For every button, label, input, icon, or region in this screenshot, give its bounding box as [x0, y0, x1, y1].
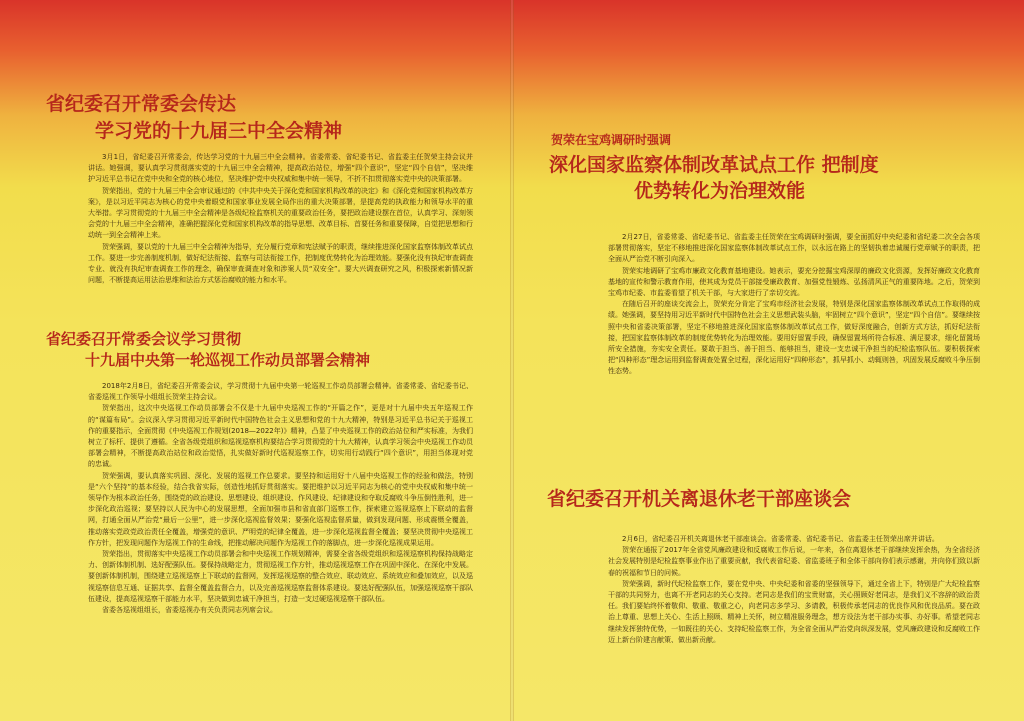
article3-paragraph: 在随后召开的座谈交流会上，贺荣充分肯定了宝鸡市经济社会发展，特别是深化国家监察体制改革试点工作取得的成绩。她强调，要坚持用习近平新时代中国特色社会主义思想武装头脑，牢固树立“四个意识”，坚定“四个自信”。要继续按照中央和省委决策部署，坚定不移地推进深化国家监察体制改革试点工作，做好深度融合，创新方式方法，抓好纪法衔接，把国家监察体制改革的制度优势转化为治理效能。要用好留置手段，确保留置场所符合标准、满足要求，细化留置场所安全措施，夯实安全责任。要敢于担当、善于担当、能够担当，建设一支忠诚干净担当的纪检监察队伍。要积极探索把“四种形态”理念运用到监督调查处置全过程，深化运用好“四种形态”，抓早抓小、动辄则咎，巩固发展反腐败斗争压倒性态势。 — [608, 300, 980, 376]
article3-title-line1: 深化国家监察体制改革试点工作 把制度 — [549, 154, 879, 176]
article4-paragraph: 贺荣在通报了2017年全省党风廉政建设和反腐败工作后说，一年来，各位离退休老干部继续发挥余热，为全省经济社会发展特别是纪检监察事业作出了重要贡献，我代表省纪委、省监委班子和全体干部向你们表示感谢，并向你们致以新春的祝福和节日的问候。 — [608, 546, 980, 577]
article3-paragraph: 贺荣实地调研了宝鸡市廉政文化教育基地建设。她表示，要充分挖掘宝鸡深厚的廉政文化资源，发挥好廉政文化教育基地的宣传和警示教育作用，使其成为党员干部接受廉政教育、加强党性锻炼、弘扬清风正气的重要阵地。之后，贺荣到宝鸡市纪委、市监委看望了机关干部，与大家进行了亲切交流。 — [608, 266, 980, 298]
article3-body — [608, 232, 980, 397]
article3-kicker: 贺荣在宝鸡调研时强调 — [551, 133, 672, 147]
article2-title-line1: 省纪委召开常委会议学习贯彻 — [46, 330, 242, 348]
article2-paragraph: 2018年2月8日，省纪委召开常委会议，学习贯彻十九届中央第一轮巡视工作动员部署会精神。省委常委、省纪委书记、省委巡视工作领导小组组长贺荣主持会议。 — [88, 382, 473, 402]
article2-paragraph: 贺荣强调，要认真落实巩固、深化、发展的巡视工作总要求。要坚持和运用好十八届中央巡视工作的经验和做法，特别是“六个坚持”的基本经验，结合我省实际，创造性地抓好贯彻落实。要把维护以习近平同志为核心的党中央权威和集中统一领导作为根本政治任务，围绕党的政治建设、思想建设、组织建设、作风建设、纪律建设和夺取反腐败斗争压倒性胜利，进一步深化政治巡视；要坚持以人民为中心的发展思想，全面加强市县和省直部门巡察工作，探索建立巡视巡察上下联动的监督网，打通全面从严治党“最后一公里”，进一步深化巡视监督效果；要强化巡视监督质量，做到发现问题、形成震慑全覆盖，推动落实党政党政治责任全覆盖，增强党的意识、严明党的纪律全覆盖，进一步深化巡视监督全覆盖；要坚决贯彻中央巡视工作方针，把发现问题作为巡视工作的生命线，把推动解决问题作为巡视工作的落脚点，进一步深化巡视成果运用。 — [88, 471, 473, 547]
article2-title-line2: 十九届中央第一轮巡视工作动员部署会精神 — [85, 351, 371, 369]
article2-paragraph: 贺荣指出，这次中央巡视工作动员部署会不仅是十九届中央巡视工作的“开篇之作”，更是对十九届中央五年巡视工作的“谋篇布局”。会议深入学习贯彻习近平新时代中国特色社会主义思想和党的十九大精神，特别是习近平总书记关于巡视工作的重要指示，全面贯彻《中央巡视工作规划(2018—2022年)》精神，凸显了中央巡视工作的政治站位和严实标准，为我们树立了标杆、提供了遵循。全省各级党组织和巡视巡察机构要结合学习贯彻党的十九大精神，认真学习领会中央巡视工作动员部署会精神，不断提高政治站位和政治觉悟，扎实做好新时代巡视巡察工作，切实用行动践行“四个意识”，用担当体现对党的忠诚。 — [88, 404, 473, 469]
article2-body — [88, 381, 473, 666]
article4-title: 省纪委召开机关离退休老干部座谈会 — [547, 488, 852, 510]
article1-title-line2: 学习党的十九届三中全会精神 — [95, 120, 343, 142]
article4-paragraph: 2月6日，省纪委召开机关离退休老干部座谈会。省委常委、省纪委书记、省监委主任贺荣出席并讲话。 — [622, 535, 939, 543]
article2-paragraph: 贺荣指出，贯彻落实中央巡视工作动员部署会和中央巡视工作规划精神，需要全省各级党组织和巡视巡察机构保持战略定力、创新体制机制、选好配强队伍。要保持战略定力，贯彻巡视工作方针，推动巡视巡察工作在巩固中深化、在深化中发展。要创新体制机制，围绕建立巡视巡察上下联动的监督网，发挥巡视巡察的整合效应、联动效应、系统效应和叠加效应，以及巡视巡察信息互通、证据共享、监督全覆盖监督合力，以及完善巡视巡察监督体系建设。要选好配强队伍，加强巡视巡察干部队伍建设，提高巡视巡察干部能力水平，坚决做到忠诚干净担当，打造一支过硬巡视巡察干部队伍。 — [88, 550, 473, 603]
article4-body — [608, 534, 980, 666]
article4-paragraph: 贺荣强调，新时代纪检监察工作，要在党中央、中央纪委和省委的坚强领导下，通过全省上下，特别是广大纪检监察干部的共同努力，也离不开老同志的关心支持。老同志是我们的宝贵财富，关心照顾好老同志，是我们义不容辞的政治责任。我们要始终怀着敬仰、敬重、敬重之心，向老同志多学习、多请教，积极传承老同志的优良作风和优良品质。要在政治上尊重、思想上关心、生活上照顾、精神上关怀，树立精准服务理念，想方设法为老干部办实事、办好事。希望老同志继续发挥独特优势，一如既往的关心、支持纪检监察工作，为全省全面从严治党向纵深发展，党风廉政建设和反腐败工作迈上新台阶建言献策、做出新贡献。 — [608, 579, 980, 644]
article1-paragraph: 贺荣强调，要以党的十九届三中全会精神为指导，充分履行党章和宪法赋予的职责，继续推进深化国家监察体制改革试点工作。要进一步完善制度机制，做好纪法衔接、监察与司法衔接工作，把制度优势转化为治理效能。要强化没有执纪审查调查专业、就没有执纪审查调查工作的理念，确保审查调查对象和涉案人员“双安全”。要大兴调查研究之风，积极探索新情况新问题，不断提高运用法治思维和法治方式惩治腐败的能力和水平。 — [88, 242, 473, 285]
article1-paragraph: 贺荣指出，党的十九届三中全会审议通过的《中共中央关于深化党和国家机构改革的决定》和《深化党和国家机构改革方案》，是以习近平同志为核心的党中央着眼党和国家事业发展全局作出的重大决策部署，是提高党的执政能力和领导水平的重大举措。学习贯彻党的十九届三中全会精神是各级纪检监察机关的重要政治任务，要把政治建设摆在首位，认真学习、深刻领会党的十九届三中全会精神，准确把握深化党和国家机构改革的指导思想、改革目标、首要任务和重要保障，自觉把思想和行动统一到全会精神上来。 — [88, 186, 473, 240]
article1-body — [88, 152, 473, 312]
right-page — [514, 0, 1024, 721]
article3-title-line2: 优势转化为治理效能 — [634, 180, 806, 202]
article2-paragraph: 省委各巡视组组长，省委巡视办有关负责同志列席会议。 — [102, 606, 277, 615]
left-page — [0, 0, 510, 721]
article3-paragraph: 2月27日，省委常委、省纪委书记、省监委主任贺荣在宝鸡调研时强调，要全面抓好中央纪委和省纪委二次全会各项部署贯彻落实，坚定不移地推进深化国家监察体制改革试点工作，以永远在路上的坚韧执着忠诚履行党章赋予的职责，把全面从严治党不断引向深入。 — [608, 233, 980, 264]
article1-paragraph: 3月1日，省纪委召开常委会，传达学习党的十九届三中全会精神。省委常委、省纪委书记、省监委主任贺荣主持会议并讲话。她强调，要认真学习贯彻落实党的十九届三中全会精神，提高政治站位，增强“四个意识”，坚定“四个自信”，坚决维护习近平总书记在党中央和全党的核心地位，坚决维护党中央权威和集中统一领导，不折不扣贯彻落实党中央的决策部署。 — [88, 153, 473, 184]
article1-title-line1: 省纪委召开常委会传达 — [46, 93, 237, 115]
